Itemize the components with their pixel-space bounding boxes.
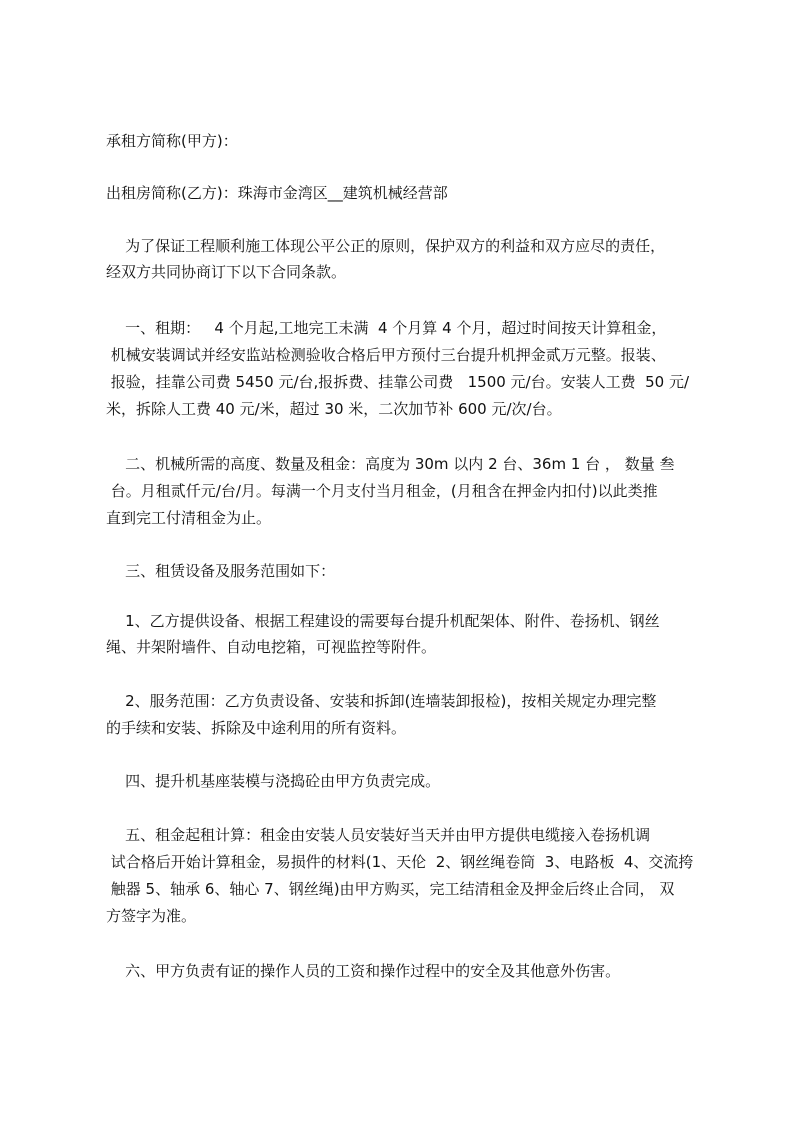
intro-line-1: 为了保证工程顺利施工体现公平公正的原则，保护双方的利益和双方应尽的责任，	[106, 237, 666, 255]
clause5-line-2: 试合格后开始计算租金，易损件的材料(1、天伦 2、钢丝绳卷筒 3、电路板 4、交流挎	[106, 853, 694, 871]
clause3-item2-line-1: 2、服务范围：乙方负责设备、安装和拆卸(连墙装卸报检)，按相关规定办理完整	[106, 692, 657, 710]
clause5-line-4: 方签字为准。	[106, 907, 197, 925]
clause3-heading: 三、租赁设备及服务范围如下：	[106, 562, 336, 580]
clause4-line: 四、提升机基座装模与浇捣砼由甲方负责完成。	[106, 772, 441, 790]
clause5-line-3: 触器 5、轴承 6、轴心 7、钢丝绳)由甲方购买，完工结清租金及押金后终止合同， 双	[106, 880, 675, 898]
lessee-line: 承租方简称(甲方)：	[106, 132, 238, 150]
clause1-line-4: 米，拆除人工费 40 元/米，超过 30 米，二次加节补 600 元/次/台。	[106, 400, 562, 418]
intro-line-2: 经双方共同协商订下以下合同条款。	[106, 263, 347, 281]
lessor-line: 出租房简称(乙方)：珠海市金湾区__建筑机械经营部	[106, 184, 448, 202]
clause2-line-3: 直到完工付清租金为止。	[106, 509, 272, 527]
clause2-line-1: 二、机械所需的高度、数量及租金：高度为 30m 以内 2 台、36m 1 台 ， 数量 叁	[106, 455, 675, 473]
clause2-line-2: 台。月租贰仟元/台/月。每满一个月支付当月租金，(月租含在押金内扣付)以此类推	[106, 482, 658, 500]
clause6-line: 六、甲方负责有证的操作人员的工资和操作过程中的安全及其他意外伤害。	[106, 962, 621, 980]
clause3-item1-line-1: 1、乙方提供设备、根据工程建设的需要每台提升机配架体、附件、卷扬机、钢丝	[106, 612, 660, 630]
clause1-line-3: 报验，挂靠公司费 5450 元/台,报拆费、挂靠公司费 1500 元/台。安装人工费 50 元/	[106, 373, 690, 391]
clause5-line-1: 五、租金起租计算：租金由安装人员安装好当天并由甲方提供电缆接入卷扬机调	[106, 826, 651, 844]
clause3-item2-line-2: 的手续和安装、拆除及中途利用的所有资料。	[106, 719, 407, 737]
clause1-line-2: 机械安装调试并经安监站检测验收合格后甲方预付三台提升机押金贰万元整。报装、	[106, 346, 666, 364]
clause1-line-1: 一、租期： 4 个月起,工地完工未满 4 个月算 4 个月，超过时间按天计算租金，	[106, 319, 667, 337]
clause3-item1-line-2: 绳、井架附墙件、自动电挖箱，可视监控等附件。	[106, 638, 437, 656]
